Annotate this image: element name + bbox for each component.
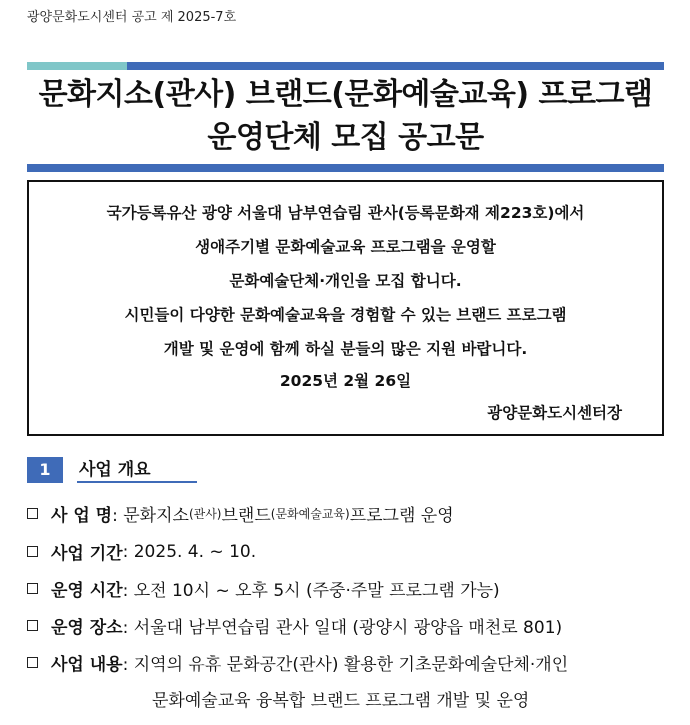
intro-box [27, 180, 664, 436]
intro-line-3: 문화예술단체·개인을 모집 합니다. [229, 272, 462, 290]
item-project-name [27, 501, 454, 526]
checkbox-icon [27, 546, 38, 557]
page-title-line2: 운영단체 모집 공고문 [207, 120, 484, 155]
item-project-content [27, 650, 568, 675]
item-value: : 2025. 4. ~ 10. [122, 541, 257, 562]
item-value: : 문화지소 [112, 506, 189, 526]
title-top-bar-accent [27, 62, 127, 70]
item-content-continuation: 문화예술교육 융복합 브랜드 프로그램 개발 및 운영 [152, 691, 530, 711]
checkbox-icon [27, 508, 38, 519]
item-value: 프로그램 운영 [349, 506, 454, 526]
title-bottom-bar [27, 164, 664, 172]
intro-signature: 광양문화도시센터장 [487, 404, 622, 422]
section-number: 1 [27, 457, 63, 483]
item-label: 사 업 명 [51, 506, 113, 526]
item-label: 사업 기간 [51, 544, 123, 564]
intro-date: 2025년 2월 26일 [279, 372, 412, 390]
item-value: : 지역의 유휴 문화공간(관사) 활용한 기초문화예술단체·개인 [122, 655, 569, 675]
item-operating-place [27, 613, 562, 638]
item-label: 사업 내용 [51, 655, 123, 675]
title-top-bar [27, 62, 664, 70]
item-operating-hours [27, 576, 500, 601]
item-label: 운영 시간 [51, 581, 123, 601]
page-title [27, 73, 664, 159]
item-value: : 서울대 남부연습림 관사 일대 (광양시 광양읍 매천로 801) [122, 618, 563, 638]
item-value-small: (문화예술교육) [270, 507, 350, 521]
item-value-small: (관사) [188, 507, 222, 521]
item-label: 운영 장소 [51, 618, 123, 638]
checkbox-icon [27, 657, 38, 668]
intro-line-4: 시민들이 다양한 문화예술교육을 경험할 수 있는 브랜드 프로그램 [124, 306, 567, 324]
item-value: 브랜드 [221, 506, 271, 526]
item-project-period [27, 539, 256, 564]
section-heading [27, 457, 197, 483]
checkbox-icon [27, 583, 38, 594]
section-title: 사업 개요 [77, 459, 197, 483]
notice-number: 광양문화도시센터 공고 제 2025-7호 [27, 10, 237, 25]
intro-line-1: 국가등록유산 광양 서울대 남부연습림 관사(등록문화재 제223호)에서 [106, 204, 585, 222]
page-title-line1: 문화지소(관사) 브랜드(문화예술교육) 프로그램 [38, 77, 653, 112]
intro-line-2: 생애주기별 문화예술교육 프로그램을 운영할 [195, 238, 496, 256]
intro-line-5: 개발 및 운영에 함께 하실 분들의 많은 지원 바랍니다. [163, 340, 528, 358]
item-value: : 오전 10시 ~ 오후 5시 (주중·주말 프로그램 가능) [122, 581, 500, 601]
title-top-bar-main [127, 62, 664, 70]
checkbox-icon [27, 620, 38, 631]
